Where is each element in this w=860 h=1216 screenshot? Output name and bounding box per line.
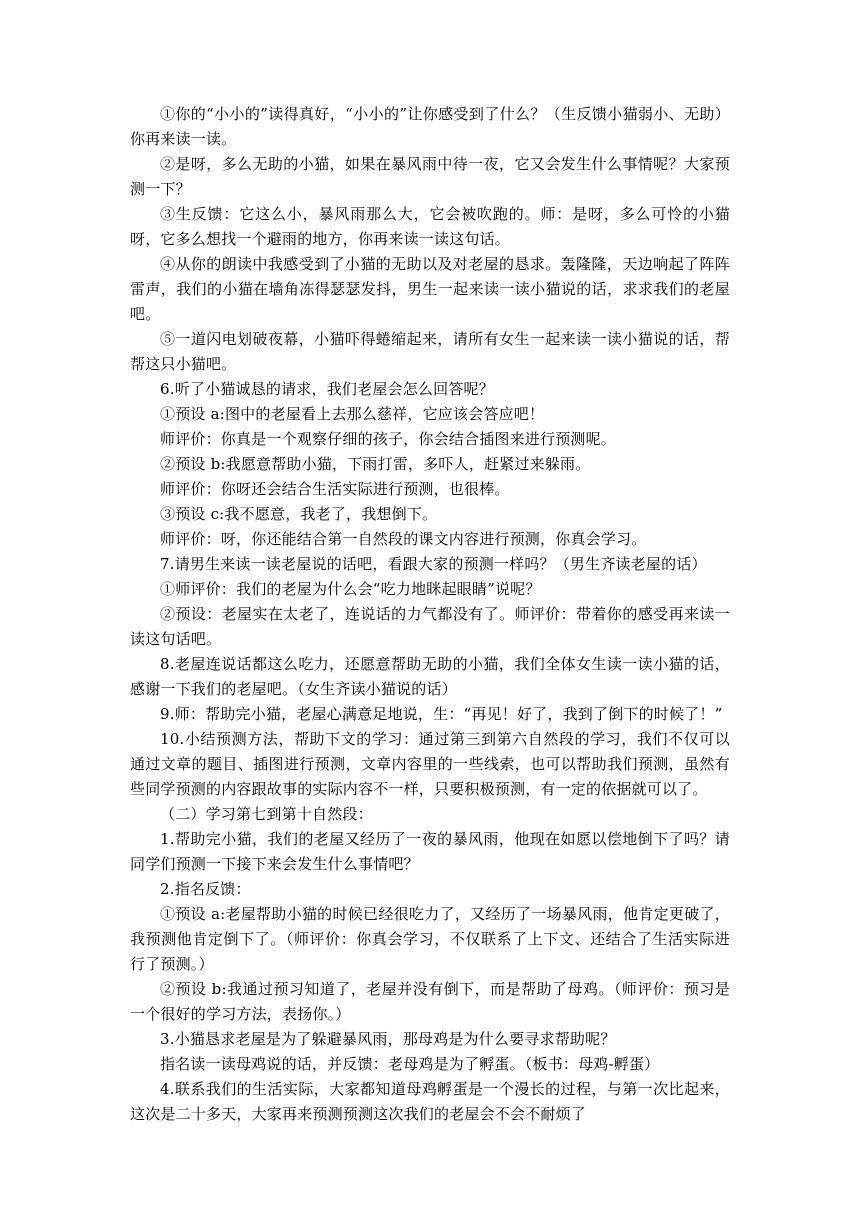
paragraph-13: 7.请男生来读一读老屋说的话吧，看跟大家的预测一样吗？（男生齐读老屋的话） [160,555,707,573]
paragraph-8: 师评价：你真是一个观察仔细的孩子，你会结合插图来进行预测呢。 [160,430,617,448]
paragraph-3: ③生反馈：它这么小，暴风雨那么大，它会被吹跑的。师：是呀，多么可怜的小猫呀，它多么想找一个避雨的地方，你再来读一读这句话。 [130,205,730,248]
paragraph-12: 师评价：呀，你还能结合第一自然段的课文内容进行预测，你真会学习。 [160,530,647,548]
paragraph-20: 1.帮助完小猫，我们的老屋又经历了一夜的暴风雨，他现在如愿以偿地倒下了吗？请同学们预测一下接下来会发生什么事情吧？ [130,830,730,873]
paragraph-7: ①预设 a:图中的老屋看上去那么慈祥，它应该会答应吧！ [160,405,545,423]
paragraph-23: ②预设 b:我通过预习知道了，老屋并没有倒下，而是帮助了母鸡。（师评价：预习是一个很好的学习方法，表扬你。） [130,980,730,1023]
paragraph-24: 3.小猫恳求老屋是为了躲避暴风雨，那母鸡是为什么要寻求帮助呢？ [160,1030,616,1048]
paragraph-6: 6.听了小猫诚恳的请求，我们老屋会怎么回答呢？ [160,380,494,398]
paragraph-14: ①师评价：我们的老屋为什么会“吃力地眯起眼睛”说呢？ [160,580,541,598]
paragraph-4: ④从你的朗读中我感受到了小猫的无助以及对老屋的恳求。轰隆隆，天边响起了阵阵雷声，我们的小猫在墙角冻得瑟瑟发抖，男生一起来读一读小猫说的话，求求我们的老屋吧。 [130,255,730,323]
paragraph-11: ③预设 c:我不愿意，我老了，我想倒下。 [160,505,438,523]
paragraph-16: 8.老屋连说话都这么吃力，还愿意帮助无助的小猫，我们全体女生读一读小猫的话，感谢一下我们的老屋吧。（女生齐读小猫说的话） [130,655,730,698]
paragraph-9: ②预设 b:我愿意帮助小猫，下雨打雷，多吓人，赶紧过来躲雨。 [160,455,591,473]
paragraph-22: ①预设 a:老屋帮助小猫的时候已经很吃力了，又经历了一场暴风雨，他肯定更破了，我预测他肯定倒下了。（师评价：你真会学习，不仅联系了上下文、还结合了生活实际进行了预测。） [130,905,730,973]
paragraph-25: 指名读一读母鸡说的话，并反馈：老母鸡是为了孵蛋。（板书：母鸡-孵蛋） [160,1055,660,1073]
paragraph-17: 9.师：帮助完小猫，老屋心满意足地说，生：“再见！好了，我到了倒下的时候了！” [160,705,723,723]
section-heading: （二）学习第七到第十自然段： [160,805,373,823]
paragraph-18: 10.小结预测方法，帮助下文的学习：通过第三到第六自然段的学习，我们不仅可以通过文章的题目、插图进行预测，文章内容里的一些线索，也可以帮助我们预测，虽然有些同学预测的内容跟故事的实际内容不一样，只要积极预测，有一定的依据就可以了。 [130,730,730,798]
paragraph-2: ②是呀，多么无助的小猫，如果在暴风雨中待一夜，它又会发生什么事情呢？大家预测一下？ [130,155,730,198]
paragraph-10: 师评价：你呀还会结合生活实际进行预测，也很棒。 [160,480,510,498]
paragraph-21: 2.指名反馈： [160,880,251,898]
paragraph-5: ⑤一道闪电划破夜幕，小猫吓得蜷缩起来，请所有女生一起来读一读小猫说的话，帮帮这只小猫吧。 [130,330,730,373]
document-body [130,102,730,1127]
paragraph-1: ①你的“小小的”读得真好，“小小的”让你感受到了什么？（生反馈小猫弱小、无助）你再来读一读。 [130,105,730,148]
paragraph-26: 4.联系我们的生活实际，大家都知道母鸡孵蛋是一个漫长的过程，与第一次比起来，这次是二十多天，大家再来预测预测这次我们的老屋会不会不耐烦了 [130,1080,730,1123]
paragraph-15: ②预设：老屋实在太老了，连说话的力气都没有了。师评价：带着你的感受再来读一读这句话吧。 [130,605,730,648]
